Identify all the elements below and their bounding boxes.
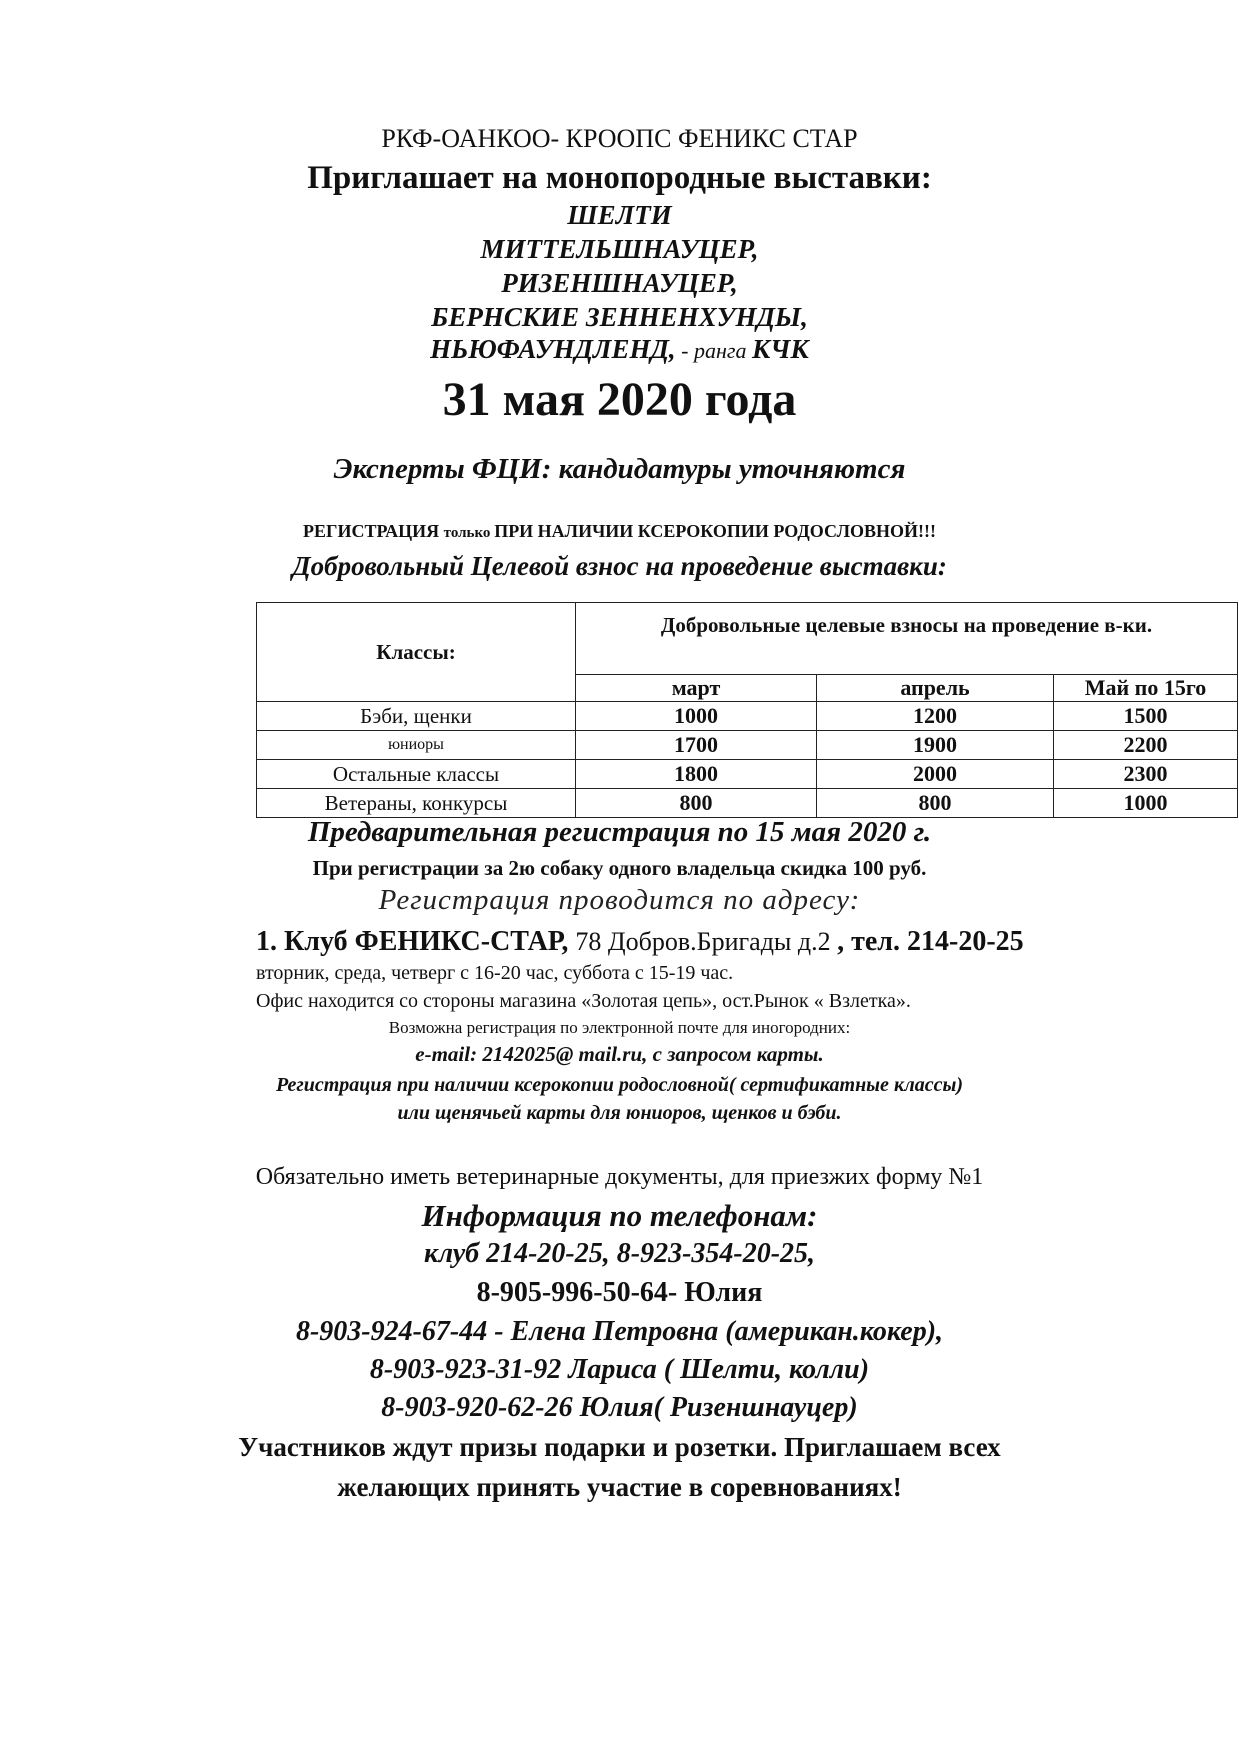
table-row	[257, 760, 1238, 789]
month-april: апрель	[817, 675, 1054, 702]
table-row	[257, 789, 1238, 818]
office-location: Офис находится со стороны магазина «Золотая цепь», ост.Рынок « Взлетка».	[256, 990, 911, 1012]
breed-newfoundland: НЬЮФАУНДЛЕНД,	[430, 334, 676, 364]
pre-registration: Предварительная регистрация по 15 мая 2020 г.	[307, 816, 932, 848]
office-hours: вторник, среда, четверг с 16-20 час, суббота с 15-19 час.	[256, 962, 734, 984]
fee-cell: 1700	[576, 731, 817, 760]
table-row	[257, 731, 1238, 760]
rank-value: КЧК	[752, 334, 809, 364]
fee-cell: 2300	[1054, 760, 1238, 789]
phone-line: 8-905-996-50-64- Юлия	[476, 1277, 763, 1308]
invite-heading: Приглашает на монопородные выставки:	[307, 160, 932, 196]
month-march: март	[576, 675, 817, 702]
fee-table	[256, 602, 1238, 818]
email-registration-note: Возможна регистрация по электронной почте для иногородних:	[388, 1018, 851, 1037]
organizer: РКФ-ОАНКОО- КРООПС ФЕНИКС СТАР	[381, 124, 858, 153]
breed-giant-schnauzer: РИЗЕНШНАУЦЕР,	[501, 268, 738, 298]
phone-line: 8-903-924-67-44 - Елена Петровна (американ.кокер),	[295, 1316, 944, 1347]
phone-line: 8-903-920-62-26 Юлия( Ризеншнауцер)	[381, 1392, 858, 1423]
breed-bernese: БЕРНСКИЕ ЗЕННЕНХУНДЫ,	[431, 302, 808, 332]
registration-note-part1: РЕГИСТРАЦИЯ	[303, 521, 444, 541]
club-line	[256, 926, 1024, 958]
breed-newfoundland-line	[0, 334, 1239, 365]
registration-note	[0, 521, 1239, 542]
breed-sheltie: ШЕЛТИ	[567, 200, 672, 230]
fee-cell: 1000	[576, 702, 817, 731]
documents-note-1: Регистрация при наличии ксерокопии родословной( сертификатные классы)	[275, 1074, 964, 1096]
phone-line: 8-903-923-31-92 Лариса ( Шелти, колли)	[369, 1354, 870, 1385]
experts-line: Эксперты ФЦИ: кандидатуры уточняются	[333, 453, 906, 485]
closing-line-1: Участников ждут призы подарки и розетки. Приглашаем всех	[238, 1432, 1001, 1462]
fee-cell: 800	[817, 789, 1054, 818]
closing-line-2: желающих принять участие в соревнованиях!	[337, 1472, 902, 1502]
fee-cell: 800	[576, 789, 817, 818]
rank-prefix: - ранга	[675, 338, 752, 363]
fee-cell: 2200	[1054, 731, 1238, 760]
email-line: e-mail: 2142025@ mail.ru, с запросом карты.	[415, 1042, 824, 1066]
fees-header: Добровольные целевые взносы на проведение в-ки.	[576, 603, 1238, 675]
row-label: Остальные классы	[257, 760, 576, 789]
breed-miniature-schnauzer: МИТТЕЛЬШНАУЦЕР,	[480, 234, 759, 264]
address-heading: Регистрация проводится по адресу:	[378, 884, 861, 916]
discount-note: При регистрации за 2ю собаку одного владельца скидка 100 руб.	[312, 856, 927, 880]
class-header: Классы:	[257, 603, 576, 702]
fee-cell: 1500	[1054, 702, 1238, 731]
row-label: Бэби, щенки	[257, 702, 576, 731]
vet-documents-note: Обязательно иметь ветеринарные документы, для приезжих форму №1	[255, 1164, 984, 1190]
fee-cell: 2000	[817, 760, 1054, 789]
month-may: Май по 15го	[1054, 675, 1238, 702]
fee-cell: 1000	[1054, 789, 1238, 818]
table-row	[257, 702, 1238, 731]
registration-note-part3: ПРИ НАЛИЧИИ КСЕРОКОПИИ РОДОСЛОВНОЙ!!!	[494, 521, 936, 541]
club-address: 78 Добров.Бригады д.2	[575, 927, 838, 956]
fee-cell: 1800	[576, 760, 817, 789]
registration-note-part2: только	[443, 525, 495, 541]
fee-cell: 1200	[817, 702, 1054, 731]
row-label: юниоры	[257, 731, 576, 760]
show-date: 31 мая 2020 года	[442, 373, 797, 426]
fee-title: Добровольный Целевой взнос на проведение выставки:	[292, 551, 947, 581]
phone-line: клуб 214-20-25, 8-923-354-20-25,	[423, 1238, 816, 1269]
phone-info-heading: Информация по телефонам:	[421, 1198, 818, 1233]
club-name: 1. Клуб ФЕНИКС-СТАР,	[256, 926, 576, 957]
club-phone: , тел. 214-20-25	[837, 926, 1024, 957]
documents-note-2: или щенячьей карты для юниоров, щенков и бэби.	[397, 1102, 842, 1124]
fee-cell: 1900	[817, 731, 1054, 760]
row-label: Ветераны, конкурсы	[257, 789, 576, 818]
